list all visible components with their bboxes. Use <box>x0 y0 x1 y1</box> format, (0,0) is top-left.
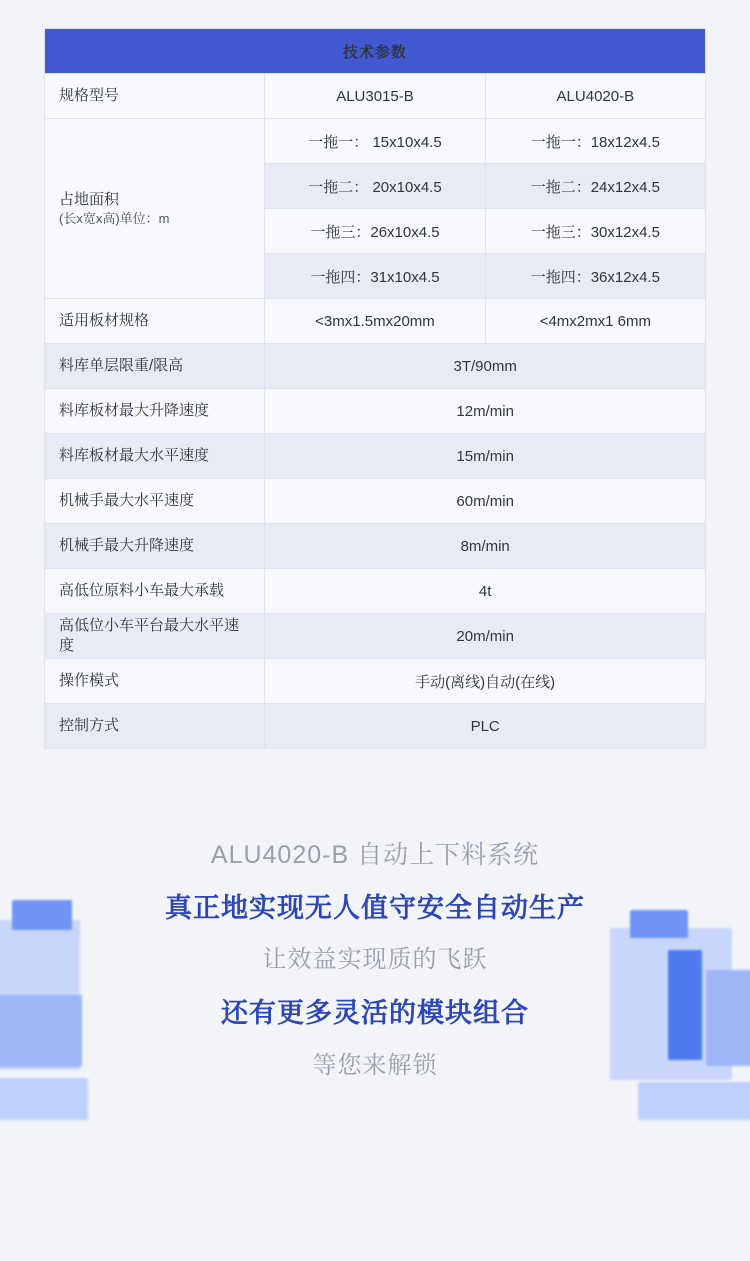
table-row <box>45 299 706 344</box>
row-value-col1: ALU3015-B <box>265 74 485 119</box>
deco-box <box>638 1082 750 1120</box>
table-row <box>45 569 706 614</box>
row-value: 15m/min <box>265 434 706 479</box>
row-label: 控制方式 <box>45 704 265 749</box>
row-value-col2: ALU4020-B <box>485 74 705 119</box>
row-label: 规格型号 <box>45 74 265 119</box>
spec-table-container <box>44 28 706 749</box>
table-row <box>45 479 706 524</box>
row-value: 8m/min <box>265 524 706 569</box>
table-row <box>45 389 706 434</box>
deco-box <box>0 1078 88 1120</box>
footprint-value-3-1: 一拖三：26x10x4.5 <box>265 209 485 254</box>
row-value: 3T/90mm <box>265 344 706 389</box>
promo-line-headline-2: 还有更多灵活的模块组合 <box>221 998 529 1029</box>
row-label: 料库单层限重/限高 <box>45 344 265 389</box>
table-row <box>45 704 706 749</box>
row-label-main: 占地面积 <box>59 190 120 208</box>
row-label: 操作模式 <box>45 659 265 704</box>
promo-line-product: ALU4020-B 自动上下料系统 <box>210 841 540 869</box>
footprint-value-2-1: 一拖二： 20x10x4.5 <box>265 164 485 209</box>
table-row <box>45 119 706 164</box>
promo-line-sub-2: 等您来解锁 <box>312 1051 438 1079</box>
table-title: 技术参数 <box>45 29 706 74</box>
table-row <box>45 524 706 569</box>
table-row <box>45 344 706 389</box>
row-value-col2: <4mx2mx1 6mm <box>485 299 705 344</box>
row-label: 料库板材最大升降速度 <box>45 389 265 434</box>
row-label: 机械手最大水平速度 <box>45 479 265 524</box>
row-value: 手动(离线)自动(在线) <box>265 659 706 704</box>
promo-line-headline-1: 真正地实现无人值守安全自动生产 <box>165 893 585 923</box>
table-header-row <box>45 29 706 74</box>
table-row <box>45 659 706 704</box>
row-label-footprint <box>45 119 265 299</box>
row-label: 适用板材规格 <box>45 299 265 344</box>
row-label: 机械手最大升降速度 <box>45 524 265 569</box>
row-label: 高低位小车平台最大水平速度 <box>45 614 265 659</box>
table-row <box>45 74 706 119</box>
table-row <box>45 614 706 659</box>
promo-block <box>0 840 750 1080</box>
spec-table <box>44 28 706 749</box>
table-row <box>45 434 706 479</box>
footprint-value-1-1: 一拖一： 15x10x4.5 <box>265 119 485 164</box>
row-label: 高低位原料小车最大承载 <box>45 569 265 614</box>
promo-line-sub-1: 让效益实现质的飞跃 <box>262 946 488 974</box>
row-label-sub: (长x宽x高)单位：m <box>59 210 170 226</box>
footprint-value-4-1: 一拖四：31x10x4.5 <box>265 254 485 299</box>
row-value: PLC <box>265 704 706 749</box>
footprint-value-4-2: 一拖四：36x12x4.5 <box>485 254 705 299</box>
row-value: 12m/min <box>265 389 706 434</box>
footprint-value-1-2: 一拖一：18x12x4.5 <box>485 119 705 164</box>
row-value: 4t <box>265 569 706 614</box>
row-value: 60m/min <box>265 479 706 524</box>
row-value: 20m/min <box>265 614 706 659</box>
footprint-value-2-2: 一拖二：24x12x4.5 <box>485 164 705 209</box>
row-label: 料库板材最大水平速度 <box>45 434 265 479</box>
row-value-col1: <3mx1.5mx20mm <box>265 299 485 344</box>
footprint-value-3-2: 一拖三：30x12x4.5 <box>485 209 705 254</box>
